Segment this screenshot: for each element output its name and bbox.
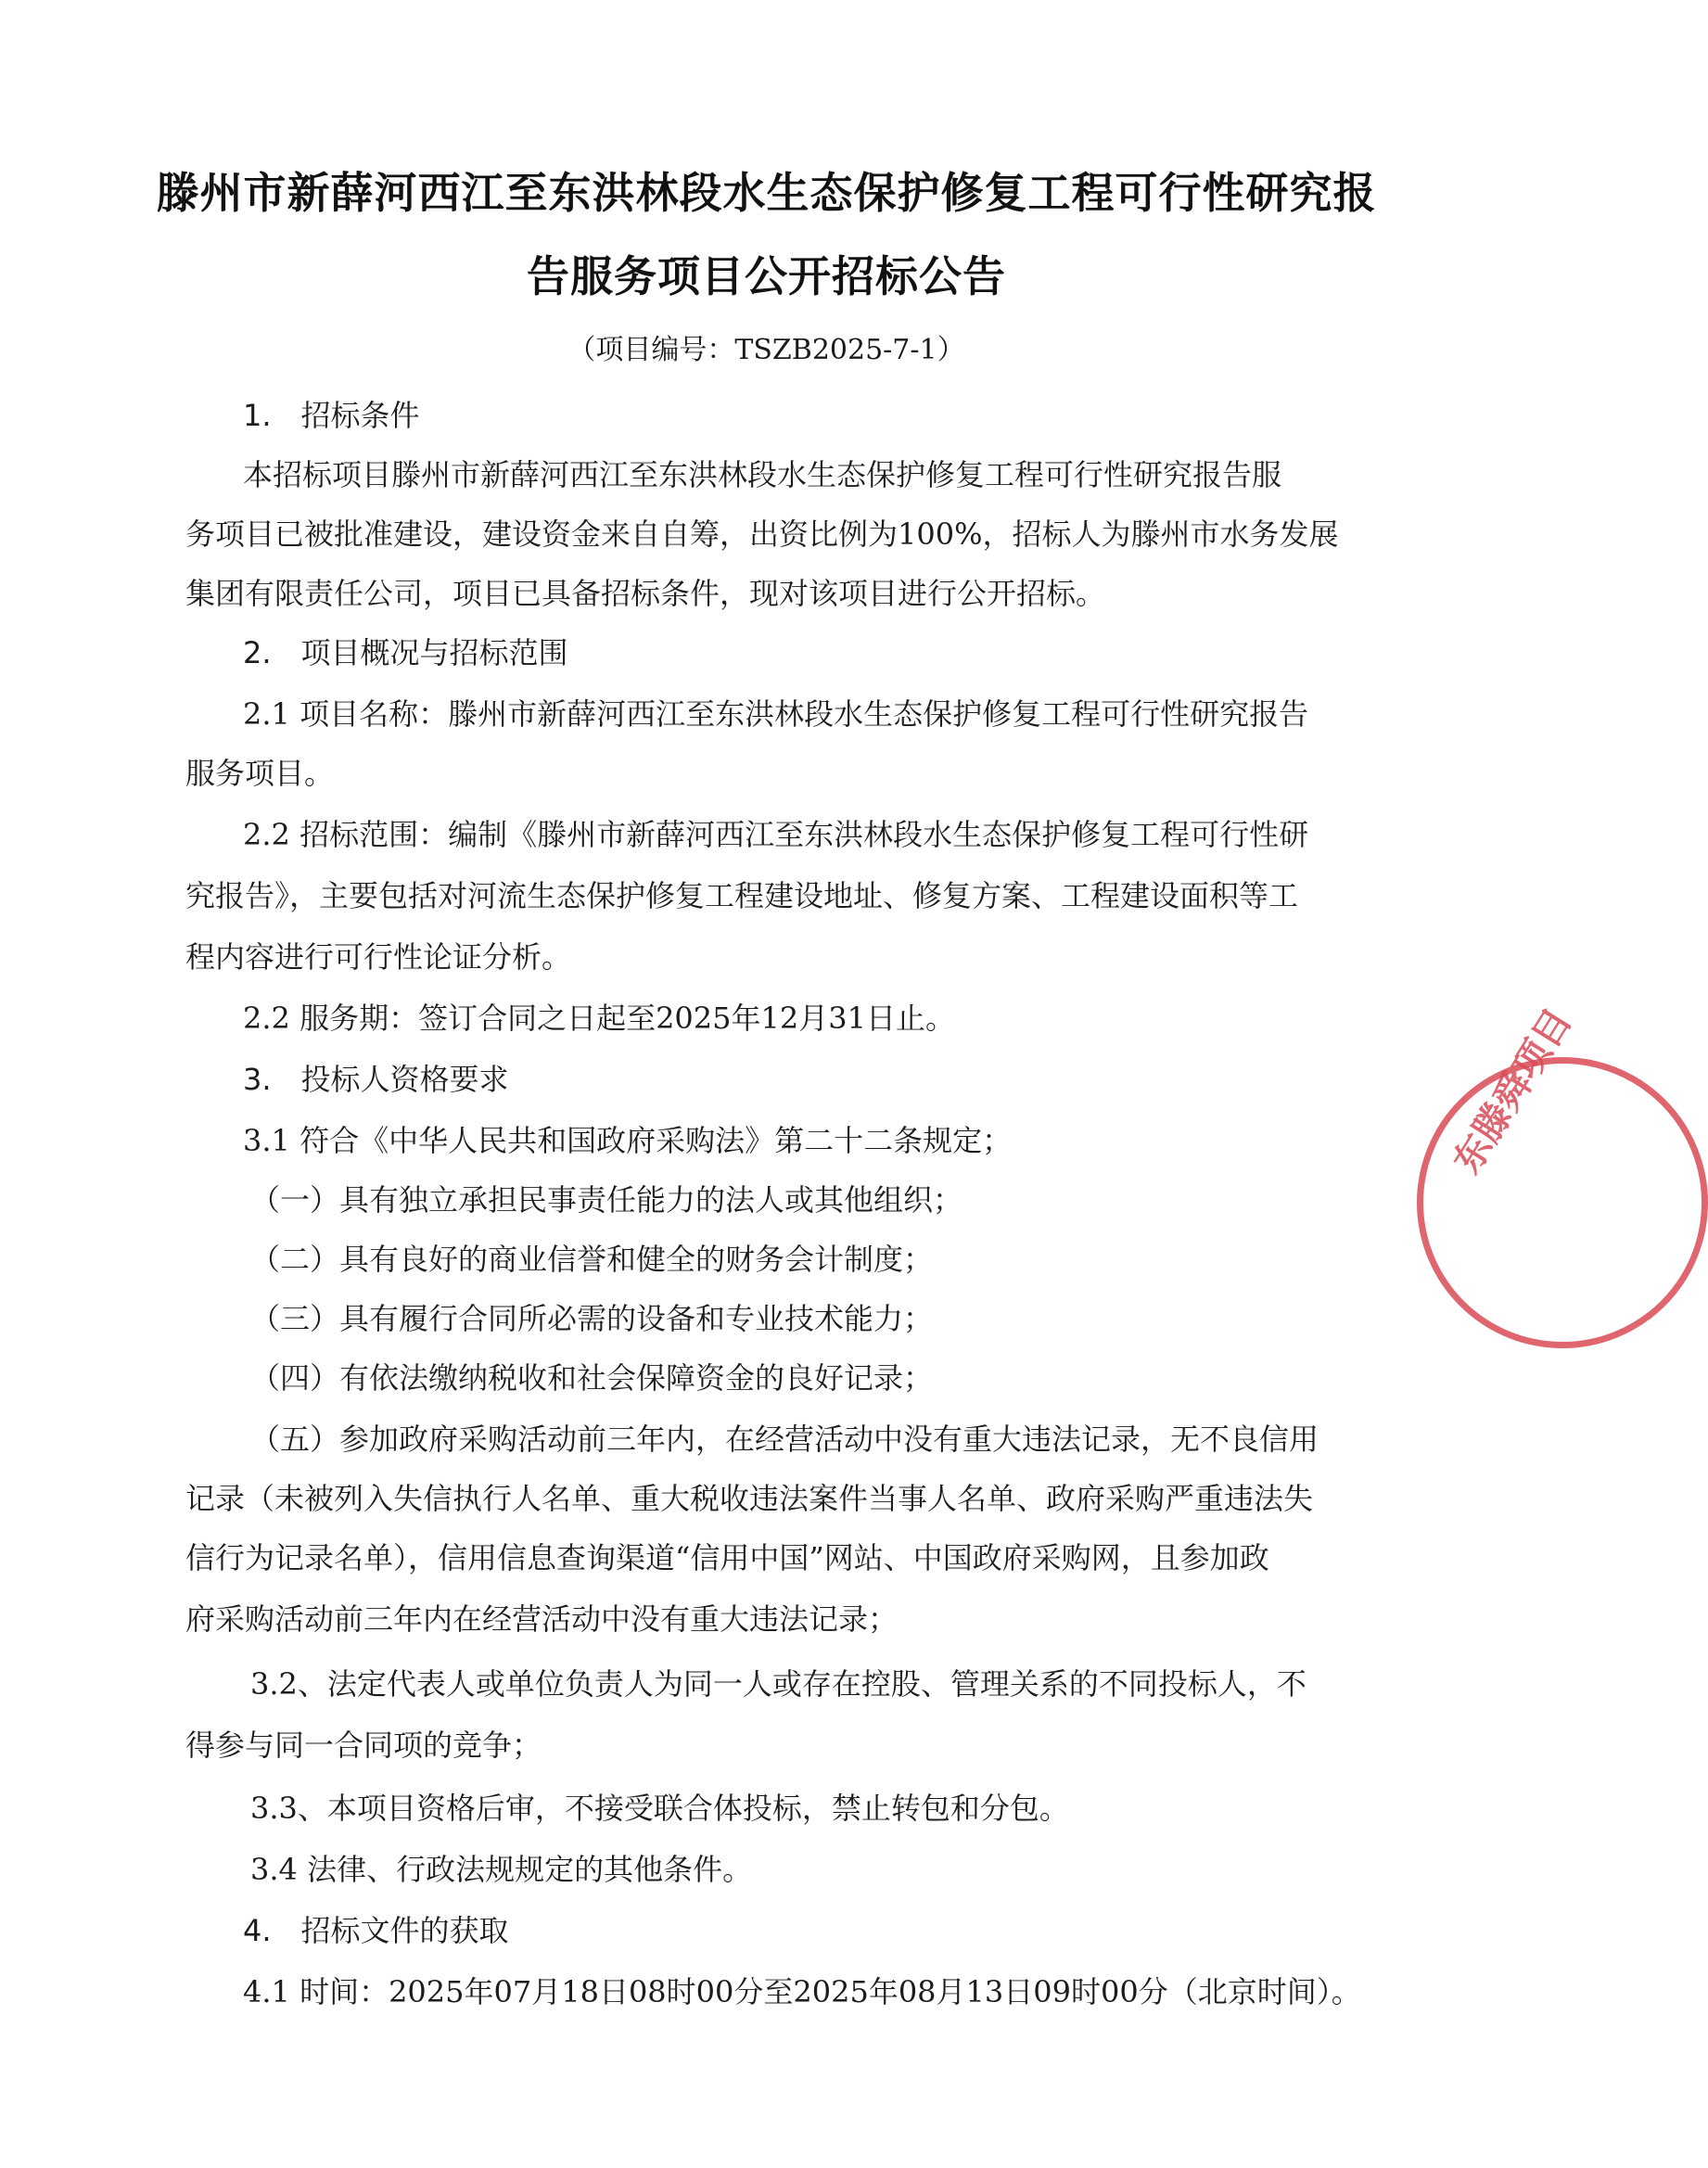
document-title-line-1: 滕州市新薛河西江至东洪林段水生态保护修复工程可行性研究报	[156, 168, 1377, 218]
paragraph-line: 4.1 时间：2025年07月18日08时00分至2025年08月13日09时00分（北京时间）。	[243, 1974, 1361, 2009]
paragraph-line: 务项目已被批准建设，建设资金来自自筹，出资比例为100%，招标人为滕州市水务发展	[185, 516, 1339, 552]
section-heading-3: 3. 投标人资格要求	[243, 1062, 509, 1097]
paragraph-line: 3.1 符合《中华人民共和国政府采购法》第二十二条规定；	[243, 1123, 1013, 1158]
paragraph-line: 程内容进行可行性论证分析。	[185, 939, 572, 975]
list-item: （四）有依法缴纳税收和社会保障资金的良好记录；	[250, 1360, 934, 1396]
paragraph-line: 本招标项目滕州市新薛河西江至东洪林段水生态保护修复工程可行性研究报告服	[243, 457, 1282, 492]
section-heading-4: 4. 招标文件的获取	[243, 1913, 509, 1948]
paragraph-line: 信行为记录名单），信用信息查询渠道“信用中国”网站、中国政府采购网，且参加政	[185, 1540, 1269, 1575]
list-item: （二）具有良好的商业信誉和健全的财务会计制度；	[250, 1242, 934, 1277]
paragraph-line: 集团有限责任公司，项目已具备招标条件，现对该项目进行公开招标。	[185, 576, 1106, 611]
paragraph-line: 3.2、法定代表人或单位负责人为同一人或存在控股、管理关系的不同投标人，不	[250, 1666, 1306, 1702]
paragraph-line: 2.1 项目名称：滕州市新薛河西江至东洪林段水生态保护修复工程可行性研究报告	[243, 696, 1309, 732]
project-number: （项目编号：TSZB2025-7-1）	[567, 334, 965, 366]
list-item: （一）具有独立承担民事责任能力的法人或其他组织；	[250, 1182, 963, 1218]
paragraph-line: 得参与同一合同项的竞争；	[185, 1728, 542, 1763]
paragraph-line: 记录（未被列入失信执行人名单、重大税收违法案件当事人名单、政府采购严重违法失	[185, 1481, 1314, 1516]
section-heading-2: 2. 项目概况与招标范围	[243, 635, 568, 670]
section-heading-1: 1. 招标条件	[243, 398, 420, 433]
document-title-line-2: 告服务项目公开招标公告	[527, 251, 1006, 301]
paragraph-line: 府采购活动前三年内在经营活动中没有重大违法记录；	[185, 1601, 899, 1637]
paragraph-line: 2.2 服务期：签订合同之日起至2025年12月31日止。	[243, 1001, 955, 1036]
official-seal-stamp	[1417, 1057, 1708, 1348]
paragraph-line: 服务项目。	[185, 756, 335, 791]
list-item: （五）参加政府采购活动前三年内，在经营活动中没有重大违法记录，无不良信用	[250, 1422, 1319, 1457]
paragraph-line: 3.4 法律、行政法规规定的其他条件。	[250, 1852, 753, 1887]
paragraph-line: 3.3、本项目资格后审，不接受联合体投标，禁止转包和分包。	[250, 1791, 1069, 1826]
paragraph-line: 究报告》，主要包括对河流生态保护修复工程建设地址、修复方案、工程建设面积等工	[185, 878, 1299, 913]
paragraph-line: 2.2 招标范围：编制《滕州市新薛河西江至东洪林段水生态保护修复工程可行性研	[243, 817, 1309, 852]
list-item: （三）具有履行合同所必需的设备和专业技术能力；	[250, 1301, 934, 1336]
official-seal-text: 东滕舜项目	[1446, 1001, 1581, 1181]
